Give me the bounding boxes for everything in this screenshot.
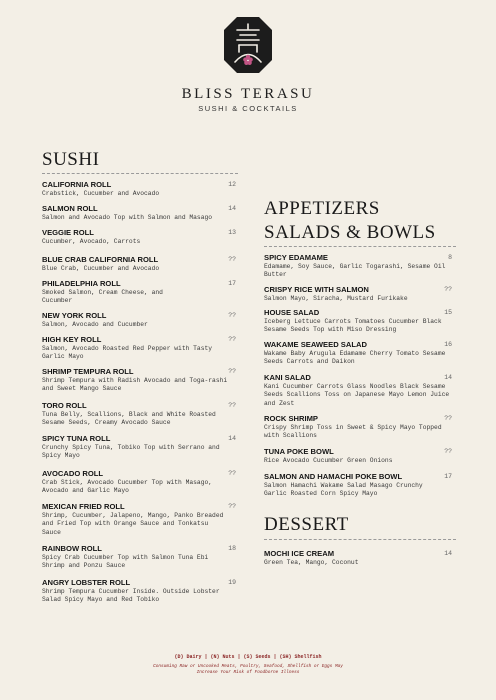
item-price: ?? (228, 470, 236, 477)
lantern-logo-icon (223, 14, 273, 76)
menu-item-high-key-roll: HIGH KEY ROLL Salmon, Avocado Roasted Red Pepper with Tasty Garlic Mayo (42, 335, 213, 361)
menu-item-mochi-ice-cream: MOCHI ICE CREAM Green Tea, Mango, Coconut (264, 549, 359, 566)
salads-bowls-section-title: SALADS & BOWLS (264, 222, 436, 243)
menu-item-kani-salad: KANI SALAD Kani Cucumber Carrots Glass Noodles Black Sesame Seeds Scallions Toss on Japanese Mayo Lemon Juice and Zest (264, 373, 450, 407)
menu-item-philadelphia-roll: PHILADELPHIA ROLL Smoked Salmon, Cream Cheese, and Cucumber (42, 279, 163, 305)
menu-item-angry-lobster-roll: ANGRY LOBSTER ROLL Shrimp Tempura Cucumber Inside. Outside Lobster Salad Spicy Mayo and Red Tobiko (42, 578, 220, 604)
dessert-divider (264, 539, 456, 540)
menu-item-avocado-roll: AVOCADO ROLL Crab Stick, Avocado Cucumber Top with Masago, Avocado and Garlic Mayo (42, 469, 213, 495)
menu-item-shrimp-tempura-roll: SHRIMP TEMPURA ROLL Shrimp Tempura with Radish Avocado and Toga-rashi and Sweet Mango Sauce (42, 367, 228, 393)
menu-item-mexican-fried-roll: MEXICAN FRIED ROLL Shrimp, Cucumber, Jalapeno, Mango, Panko Breaded and Fried Top with Orange Sauce and Tonkatsu Sauce (42, 502, 224, 536)
item-price: 14 (228, 435, 236, 442)
item-price: 17 (228, 280, 236, 287)
item-price: 16 (444, 341, 452, 348)
menu-item-blue-crab-california-roll: BLUE CRAB CALIFORNIA ROLL Blue Crab, Cucumber and Avocado (42, 255, 160, 272)
menu-item-california-roll: CALIFORNIA ROLL Crabstick, Cucumber and Avocado (42, 180, 160, 197)
item-price: 14 (444, 374, 452, 381)
menu-item-salmon-and-hamachi-poke-bowl: SALMON AND HAMACHI POKE BOWL Salmon Hamachi Wakame Salad Masago Crunchy Garlic Roasted Corn Spicy Mayo (264, 472, 423, 498)
item-price: 12 (228, 181, 236, 188)
menu-item-spicy-tuna-roll: SPICY TUNA ROLL Crunchy Spicy Tuna, Tobiko Top with Serrano and Spicy Mayo (42, 434, 220, 460)
menu-item-new-york-roll: NEW YORK ROLL Salmon, Avocado and Cucumber (42, 311, 148, 328)
item-price: ?? (228, 256, 236, 263)
menu-item-crispy-rice-with-salmon: CRISPY RICE WITH SALMON Salmon Mayo, Siracha, Mustard Furikake (264, 285, 408, 302)
menu-item-house-salad: HOUSE SALAD Iceberg Lettuce Carrots Tomatoes Cucumber Black Sesame Seeds Top with Miso Dressing (264, 308, 442, 334)
item-price: ?? (228, 336, 236, 343)
allergen-legend: (D) Dairy | (N) Nuts | (S) Seeds | (SH) Shellfish (174, 654, 322, 660)
item-price: ?? (228, 368, 236, 375)
item-price: 13 (228, 229, 236, 236)
menu-item-spicy-edamame: SPICY EDAMAME Edamame, Soy Sauce, Garlic Togarashi, Sesame Oil Butter (264, 253, 446, 279)
food-safety-note: Consuming Raw or Uncooked Meats, Poultry, Seafood, Shellfish or Eggs May Increase Your Risk of Foodborne Illness (153, 664, 343, 675)
menu-item-veggie-roll: VEGGIE ROLL Cucumber, Avocado, Carrots (42, 228, 141, 245)
item-price: 17 (444, 473, 452, 480)
dessert-section-title: DESSERT (264, 514, 349, 535)
menu-item-rainbow-roll: RAINBOW ROLL Spicy Crab Cucumber Top with Salmon Tuna Ebi Shrimp and Ponzu Sauce (42, 544, 209, 570)
brand-name: BLISS TERASU (181, 86, 315, 102)
menu-item-toro-roll: TORO ROLL Tuna Belly, Scallions, Black and White Roasted Sesame Seeds, Creamy Avocado Sauce (42, 401, 216, 427)
menu-item-rock-shrimp: ROCK SHRIMP Crispy Shrimp Toss in Sweet & Spicy Mayo Topped with Scallions (264, 414, 442, 440)
appetizers-divider (264, 246, 456, 247)
menu-item-salmon-roll: SALMON ROLL Salmon and Avocado Top with Salmon and Masago (42, 204, 213, 221)
sushi-section-title: SUSHI (42, 149, 100, 170)
sushi-divider (42, 173, 238, 174)
item-price: 18 (228, 545, 236, 552)
item-price: 19 (228, 579, 236, 586)
item-price: 8 (448, 254, 452, 261)
item-price: ?? (228, 402, 236, 409)
item-price: ?? (444, 415, 452, 422)
item-price: 14 (228, 205, 236, 212)
item-price: ?? (228, 312, 236, 319)
appetizers-section-title: APPETIZERS (264, 198, 380, 219)
item-price: ?? (444, 286, 452, 293)
item-price: 14 (444, 550, 452, 557)
menu-item-tuna-poke-bowl: TUNA POKE BOWL Rice Avocado Cucumber Green Onions (264, 447, 393, 464)
brand-subtitle: SUSHI & COCKTAILS (198, 104, 298, 113)
item-price: 15 (444, 309, 452, 316)
item-price: ?? (444, 448, 452, 455)
item-price: ?? (228, 503, 236, 510)
menu-item-wakame-seaweed-salad: WAKAME SEAWEED SALAD Wakame Baby Arugula Edamame Cherry Tomato Sesame Seeds Carrots and Daikon (264, 340, 446, 366)
